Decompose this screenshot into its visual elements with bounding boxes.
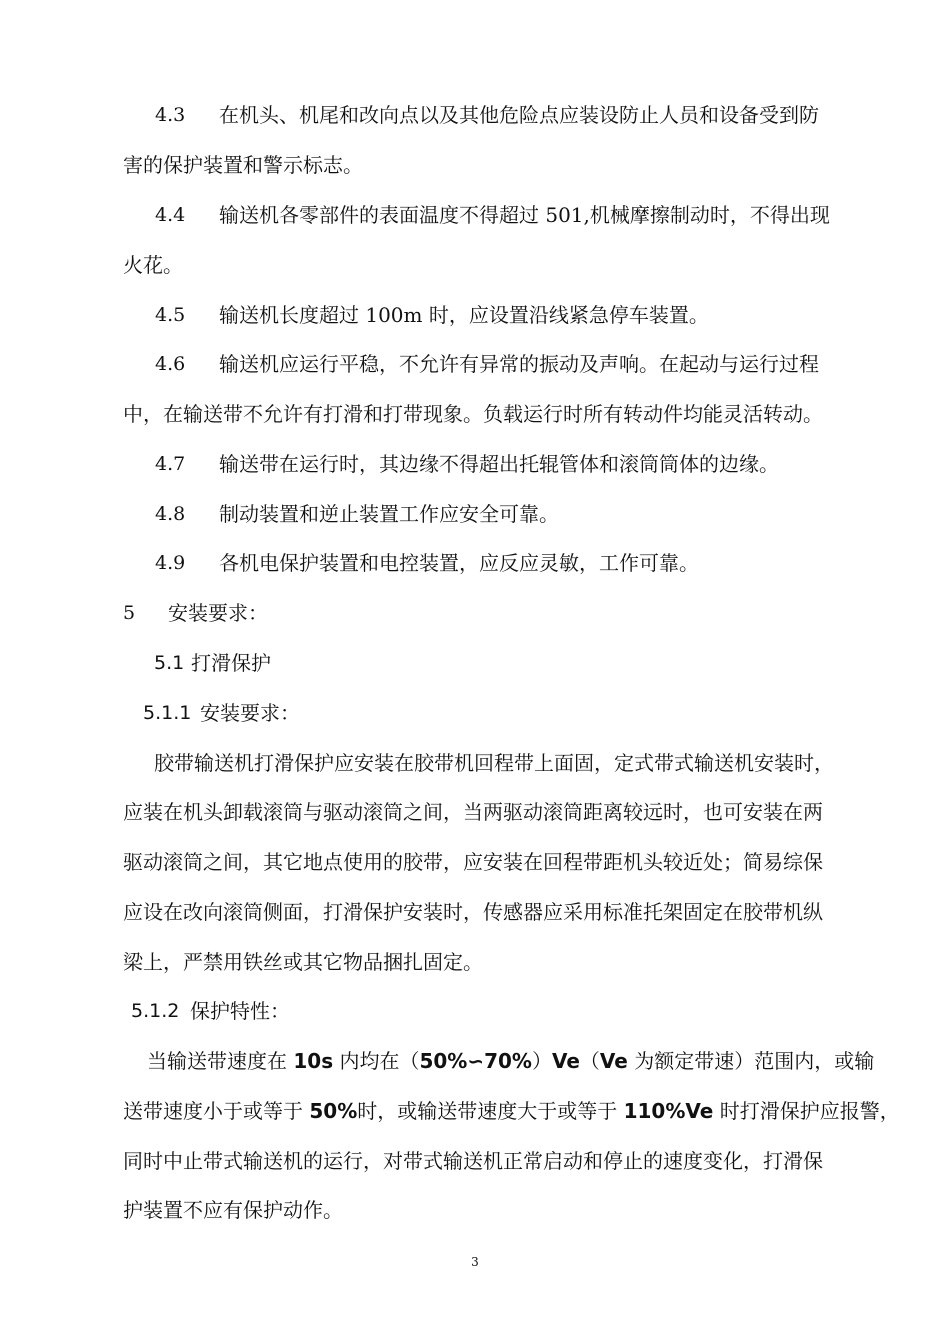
item-text: 制动装置和逆止装置工作应安全可靠。 xyxy=(219,502,559,526)
item-number: 4.8 xyxy=(155,503,186,525)
text-run: 为额定带速）范围内，或输 xyxy=(627,1049,875,1073)
value-run: 50%∽70% xyxy=(419,1049,532,1073)
text-run: 内均在（ xyxy=(333,1049,420,1073)
value-run: 10s xyxy=(293,1049,334,1073)
item-number: 4.5 xyxy=(155,304,186,326)
subsection-number: 5.1.2 xyxy=(131,1000,180,1022)
paragraph-line xyxy=(123,1097,900,1125)
subsection-number: 5.1 xyxy=(154,652,185,674)
paragraph-line xyxy=(147,1047,874,1075)
subsection-number: 5.1.1 xyxy=(143,702,192,724)
item-text: 输送机各零部件的表面温度不得超过 501,机械摩擦制动时，不得出现 xyxy=(219,203,830,227)
section-number: 5 xyxy=(123,602,136,624)
paragraph-line: 应设在改向滚筒侧面，打滑保护安装时，传感器应采用标准托架固定在胶带机纵 xyxy=(123,900,823,924)
item-text: 输送机长度超过 100m 时，应设置沿线紧急停车装置。 xyxy=(219,303,709,327)
subsection-title: 打滑保护 xyxy=(191,651,271,675)
item-number: 4.7 xyxy=(155,453,186,475)
item-number: 4.6 xyxy=(155,353,186,375)
value-run: 50% xyxy=(309,1099,358,1123)
item-number: 4.9 xyxy=(155,552,186,574)
item-text: 输送带在运行时，其边缘不得超出托辊管体和滚筒筒体的边缘。 xyxy=(219,452,779,476)
paragraph-line: 梁上，严禁用铁丝或其它物品捆扎固定。 xyxy=(123,950,483,974)
paragraph-line: 同时中止带式输送机的运行，对带式输送机正常启动和停止的速度变化，打滑保 xyxy=(123,1149,823,1173)
subsection-title: 安装要求： xyxy=(200,701,300,725)
item-text: 在机头、机尾和改向点以及其他危险点应装设防止人员和设备受到防 xyxy=(219,103,819,127)
page-number: 3 xyxy=(471,1255,479,1269)
item-text: 各机电保护装置和电控装置，应反应灵敏，工作可靠。 xyxy=(219,551,699,575)
item-number: 4.4 xyxy=(155,204,186,226)
text-run: ） xyxy=(531,1049,552,1073)
item-number: 4.3 xyxy=(155,104,186,126)
subsection-title: 保护特性： xyxy=(190,999,290,1023)
item-text: 火花。 xyxy=(123,253,183,277)
paragraph-line: 应装在机头卸载滚筒与驱动滚筒之间，当两驱动滚筒距离较远时，也可安装在两 xyxy=(123,800,823,824)
value-run: Ve xyxy=(599,1049,628,1073)
paragraph-line: 护装置不应有保护动作。 xyxy=(123,1198,343,1222)
text-run: 时，或输送带速度大于或等于 xyxy=(357,1099,624,1123)
text-run: 当输送带速度在 xyxy=(147,1049,294,1073)
text-run: （ xyxy=(579,1049,600,1073)
section-title: 安装要求： xyxy=(168,601,268,625)
paragraph-line: 胶带输送机打滑保护应安装在胶带机回程带上面固，定式带式输送机安装时， xyxy=(154,751,834,775)
paragraph-line: 驱动滚筒之间，其它地点使用的胶带，应安装在回程带距机头较近处；简易综保 xyxy=(123,850,823,874)
value-run: 110%Ve xyxy=(623,1099,714,1123)
text-run: 送带速度小于或等于 xyxy=(123,1099,310,1123)
value-run: Ve xyxy=(551,1049,580,1073)
item-text: 中，在输送带不允许有打滑和打带现象。负载运行时所有转动件均能灵活转动。 xyxy=(123,402,823,426)
item-text: 害的保护装置和警示标志。 xyxy=(123,153,363,177)
text-run: 时打滑保护应报警， xyxy=(713,1099,900,1123)
item-text: 输送机应运行平稳，不允许有异常的振动及声响。在起动与运行过程 xyxy=(219,352,819,376)
